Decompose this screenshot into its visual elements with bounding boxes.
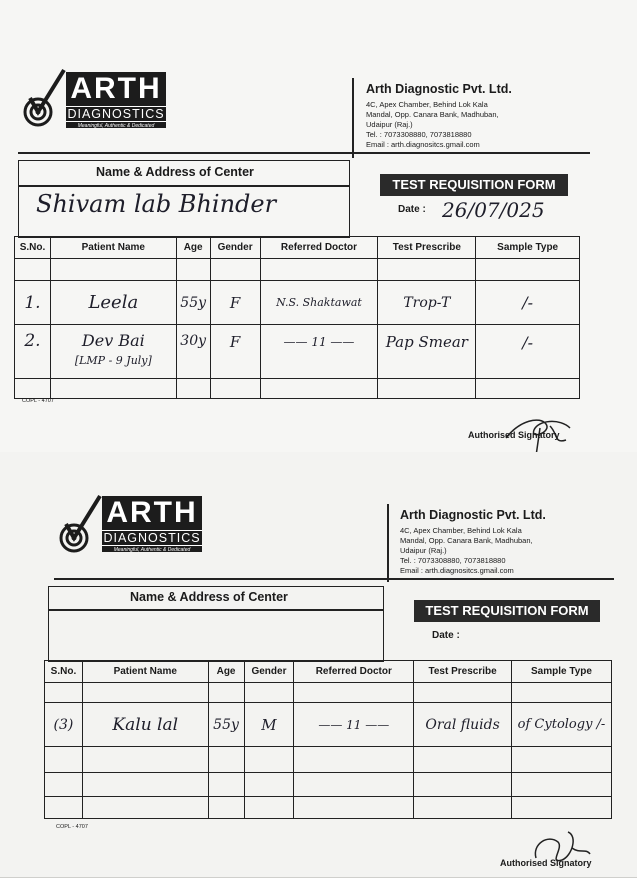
patient-table [44,660,612,819]
row-doctor: —— 11 —— [294,703,414,747]
row-age: 55y [208,703,244,747]
company-address-1: 4C, Apex Chamber, Behind Lok Kala [400,526,522,535]
logo-tagline: Meaningful, Authentic & Dedicated [113,547,191,553]
row-gender: F [210,281,260,325]
row-doctor: —— 11 —— [260,325,378,379]
row-age: 55y [176,281,210,325]
form-code: COPL - 4707 [22,398,54,404]
divider [387,504,389,582]
row-gender: F [210,325,260,379]
company-info [400,506,600,576]
col-age: Age [208,661,244,683]
date-value: 26/07/025 [442,198,545,222]
company-tel: Tel. : 7073308880, 7073818880 [366,130,472,139]
company-address-2: Mandal, Opp. Canara Bank, Madhuban, [400,536,533,545]
center-title: Name & Address of Center [130,590,288,604]
row-sample: /- [476,281,580,325]
row-sno: 1. [15,281,51,325]
target-check-icon [18,68,68,128]
col-gender: Gender [210,237,260,259]
col-sno: S.No. [15,237,51,259]
col-referred-doctor: Referred Doctor [260,237,378,259]
col-sno: S.No. [45,661,83,683]
row-gender: M [244,703,294,747]
patient-table [14,236,580,399]
row-name: Dev Bai [81,331,145,350]
company-email: Email : arth.diagnositcs.gmail.com [366,140,480,149]
col-patient-name: Patient Name [82,661,208,683]
arth-logo [54,494,204,554]
row-test: Oral fluids [414,703,512,747]
table-row [15,325,580,379]
row-sample: /- [476,325,580,379]
row-test: Trop-T [378,281,476,325]
center-title: Name & Address of Center [96,165,254,179]
date-label: Date : [398,204,426,215]
row-name: Kalu lal [82,703,208,747]
logo-tagline: Meaningful, Authentic & Dedicated [77,123,155,129]
col-age: Age [176,237,210,259]
logo-sub: DIAGNOSTICS [103,531,201,545]
col-test-prescribe: Test Prescribe [414,661,512,683]
signatory-label: Authorised Signatory [500,858,592,868]
target-check-icon [54,494,104,554]
logo-sub: DIAGNOSTICS [67,107,165,121]
row-sno: (3) [45,703,83,747]
row-test: Pap Smear [378,325,476,379]
header-rule [54,578,614,580]
row-sample: of Cytology /- [512,703,612,747]
requisition-form-bottom [0,452,637,878]
col-sample-type: Sample Type [476,237,580,259]
col-test-prescribe: Test Prescribe [378,237,476,259]
company-name: Arth Diagnostic Pvt. Ltd. [366,82,512,96]
table-row [15,281,580,325]
company-address-1: 4C, Apex Chamber, Behind Lok Kala [366,100,488,109]
col-referred-doctor: Referred Doctor [294,661,414,683]
arth-logo [18,68,168,128]
form-title: TEST REQUISITION FORM [380,174,568,196]
col-gender: Gender [244,661,294,683]
logo-name: ARTH [70,72,162,105]
table-row [45,703,612,747]
company-info [366,80,566,150]
form-title: TEST REQUISITION FORM [414,600,600,622]
company-tel: Tel. : 7073308880, 7073818880 [400,556,506,565]
divider [352,78,354,158]
col-sample-type: Sample Type [512,661,612,683]
row-sno: 2. [15,325,51,379]
company-email: Email : arth.diagnositcs.gmail.com [400,566,514,575]
logo-name: ARTH [106,496,198,529]
row-name: Leela [50,281,176,325]
company-name: Arth Diagnostic Pvt. Ltd. [400,508,546,522]
center-value: Shivam lab Bhinder [36,190,277,218]
date-label: Date : [432,630,460,641]
company-address-3: Udaipur (Raj.) [366,120,413,129]
row-doctor: N.S. Shaktawat [260,281,378,325]
row-age: 30y [176,325,210,379]
col-patient-name: Patient Name [50,237,176,259]
header-rule [18,152,590,154]
signatory-label: Authorised Signatory [468,430,560,440]
company-address-2: Mandal, Opp. Canara Bank, Madhuban, [366,110,499,119]
form-code: COPL - 4707 [56,824,88,830]
company-address-3: Udaipur (Raj.) [400,546,447,555]
row-note: [LMP - 9 July] [74,354,152,367]
